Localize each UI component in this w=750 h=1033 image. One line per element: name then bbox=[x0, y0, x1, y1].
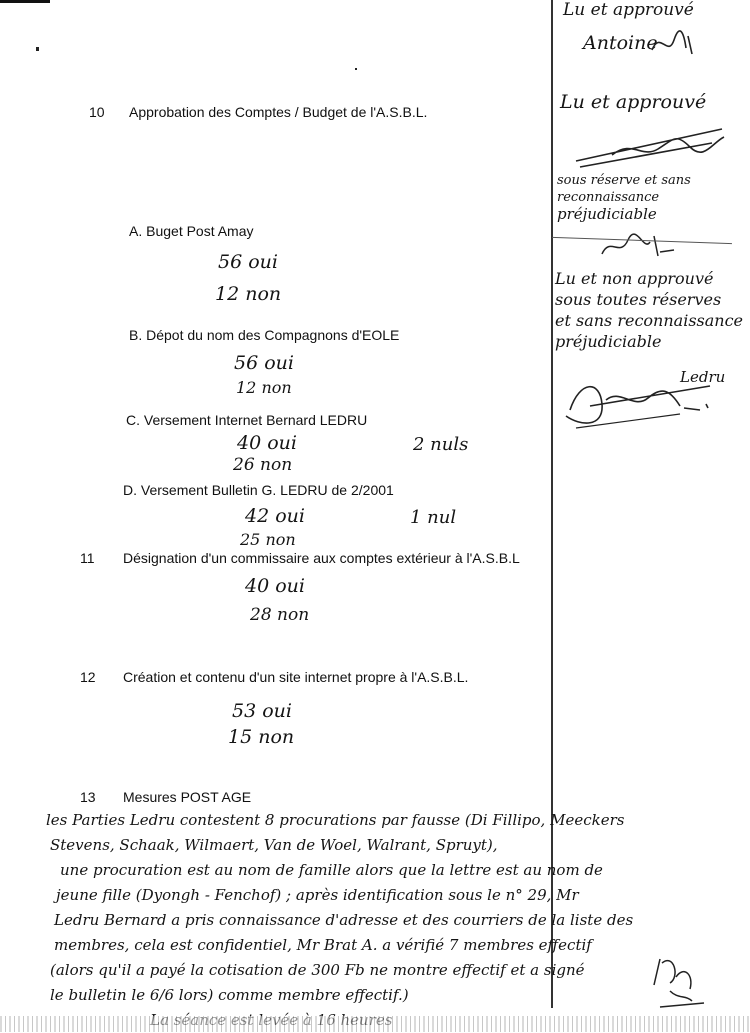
item-title: Approbation des Comptes / Budget de l'A.S.B.L. bbox=[129, 104, 428, 120]
note-line: membres, cela est confidentiel, Mr Brat A. a vérifié 7 membres effectif bbox=[54, 936, 592, 954]
item-number: 12 bbox=[80, 669, 96, 685]
item-title: Création et contenu d'un site internet propre à l'A.S.B.L. bbox=[123, 669, 469, 685]
vote-no: 15 non bbox=[228, 726, 295, 748]
signature-3 bbox=[598, 232, 678, 262]
margin-not-approved-line: Lu et non approuvé bbox=[555, 269, 714, 288]
margin-not-approved-line: et sans reconnaissance bbox=[555, 311, 744, 330]
subitem-title: C. Versement Internet Bernard LEDRU bbox=[126, 412, 368, 428]
margin-reserve-line: reconnaissance bbox=[557, 190, 660, 205]
vote-no: 12 non bbox=[215, 283, 282, 305]
margin-name: Antoine bbox=[583, 32, 658, 54]
signature-4 bbox=[560, 370, 720, 440]
vote-no: 12 non bbox=[236, 378, 292, 397]
margin-approved: Lu et approuvé bbox=[563, 0, 694, 20]
vote-yes: 53 oui bbox=[232, 700, 292, 722]
subitem-title: A. Buget Post Amay bbox=[129, 223, 254, 239]
vote-no: 26 non bbox=[233, 455, 293, 475]
signature-1 bbox=[650, 30, 700, 60]
note-line: le bulletin le 6/6 lors) comme membre effectif.) bbox=[50, 986, 409, 1004]
vote-yes: 56 oui bbox=[234, 352, 294, 374]
note-line: Stevens, Schaak, Wilmaert, Van de Woel, Walrant, Spruyt), bbox=[50, 836, 498, 854]
vote-yes: 42 oui bbox=[245, 505, 305, 527]
signature-5 bbox=[650, 955, 710, 1020]
note-line: jeune fille (Dyongh - Fenchof) ; après identification sous le n° 29, Mr bbox=[56, 886, 579, 904]
signature-2 bbox=[572, 125, 732, 175]
note-line: Ledru Bernard a pris connaissance d'adresse et des courriers de la liste des bbox=[54, 911, 634, 929]
vote-yes: 40 oui bbox=[237, 432, 297, 454]
item-title: Mesures POST AGE bbox=[123, 789, 252, 805]
margin-approved: Lu et approuvé bbox=[560, 91, 707, 113]
margin-not-approved bbox=[555, 268, 743, 352]
vote-yes: 56 oui bbox=[218, 251, 278, 273]
margin-reserve-line: sous réserve et sans bbox=[557, 173, 691, 188]
scan-mark bbox=[0, 0, 50, 3]
margin-reserve-line: préjudiciable bbox=[557, 205, 657, 223]
scan-speck bbox=[36, 47, 39, 51]
note-line: une procuration est au nom de famille alors que la lettre est au nom de bbox=[60, 861, 603, 879]
vote-yes: 40 oui bbox=[245, 575, 305, 597]
vote-no: 28 non bbox=[250, 605, 310, 625]
note-line: les Parties Ledru contestent 8 procurations par fausse (Di Fillipo, Meeckers bbox=[46, 811, 625, 829]
subitem-title: B. Dépot du nom des Compagnons d'EOLE bbox=[129, 327, 400, 343]
scan-speck bbox=[355, 68, 357, 70]
item-number: 11 bbox=[80, 550, 95, 566]
scan-noise bbox=[0, 1016, 750, 1032]
handwritten-notes bbox=[46, 808, 736, 1033]
margin-reserve bbox=[557, 172, 691, 223]
margin-not-approved-line: sous toutes réserves bbox=[555, 290, 722, 309]
item-number: 10 bbox=[89, 104, 105, 120]
vote-null: 2 nuls bbox=[413, 434, 469, 455]
vote-no: 25 non bbox=[240, 530, 296, 549]
subitem-title: D. Versement Bulletin G. LEDRU de 2/2001 bbox=[123, 482, 394, 498]
item-number: 13 bbox=[80, 789, 96, 805]
vote-null: 1 nul bbox=[410, 507, 457, 528]
margin-not-approved-line: préjudiciable bbox=[555, 332, 662, 351]
note-line: (alors qu'il a payé la cotisation de 300 Fb ne montre effectif et a signé bbox=[50, 961, 585, 979]
item-title: Désignation d'un commissaire aux comptes extérieur à l'A.S.B.L bbox=[123, 550, 520, 566]
margin-name: Ledru bbox=[680, 368, 726, 386]
